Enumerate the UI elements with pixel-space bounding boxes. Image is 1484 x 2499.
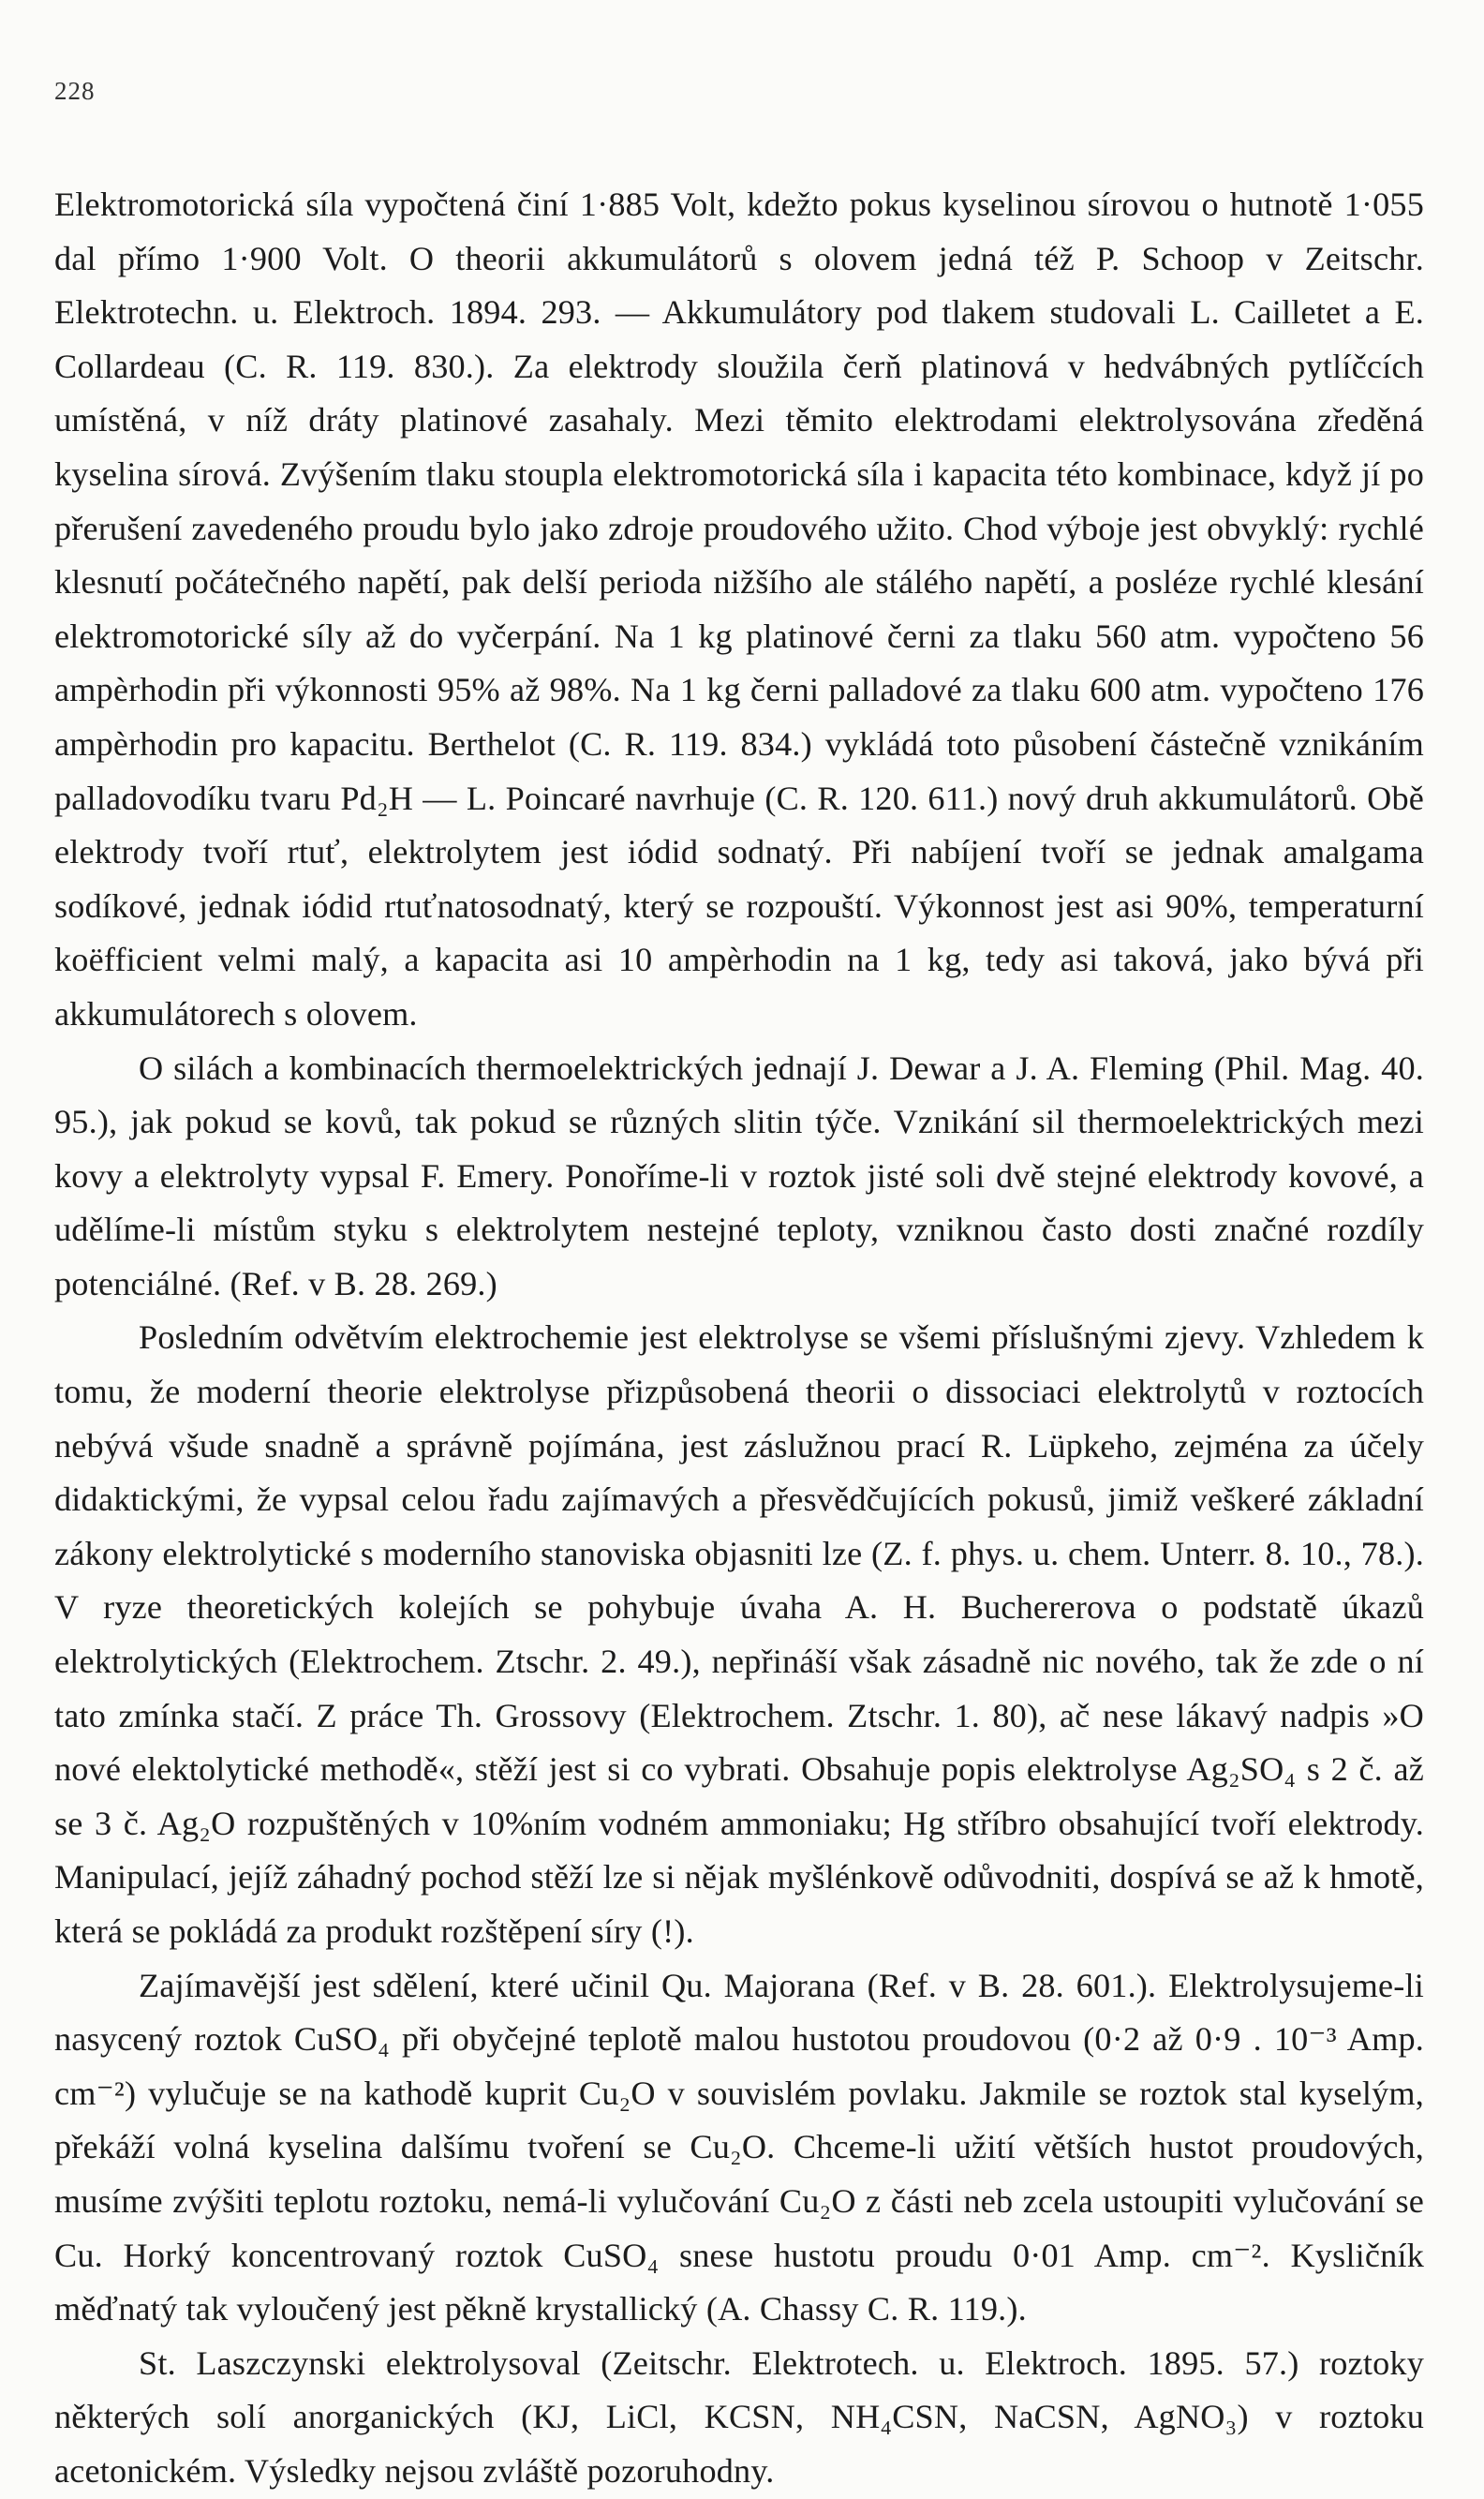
paragraph-laszczynski: St. Laszczynski elektrolysoval (Zeitschr. Elektrotech. u. Elektroch. 1895. 57.) roztoky některých solí anorganických (KJ, LiCl, KCSN, NH₄CSN, NaCSN, AgNO₃) v roztoku acetonickém. Výsledky nejsou zvláště pozoruhodny. <box>54 2343 1424 2490</box>
paragraph-majorana: Zajímavější jest sdělení, které učinil Qu. Majorana (Ref. v B. 28. 601.). Elektrolysujeme-li nasycený roztok CuSO₄ při obyčejné teplotě malou hustotou proudovou (0·2 až 0·9 . 10⁻³ Amp. cm⁻²) vylučuje se na kathodě kuprit Cu₂O v souvislém povlaku. Jakmile se roztok stal kyselým, překáží volná kyselina dalšímu tvoření se Cu₂O. Chceme-li užití větších hustot proudových, musíme zvýšiti teplotu roztoku, nemá-li vylučování Cu₂O z části neb zcela ustoupiti vylučování se Cu. Horký koncentrovaný roztok CuSO₄ snese hustotu proudu 0·01 Amp. cm⁻². Kysličník měďnatý tak vyloučený jest pěkně krystallický (A. Chassy C. R. 119.). <box>54 1966 1424 2328</box>
paragraph-electrolysis: Posledním odvětvím elektrochemie jest elektrolyse se všemi příslušnými zjevy. Vzhledem k tomu, že moderní theorie elektrolyse přizpůsobená theorii o dissociaci elektrolytů v roztocích nebývá všude snadně a správně pojímána, jest záslužnou prací R. Lüpkeho, zejména za účely didaktickými, že vypsal celou řadu zajímavých a přesvědčujících pokusů, jimiž veškeré základní zákony elektrolytické s moderního stanoviska objasniti lze (Z. f. phys. u. chem. Unterr. 8. 10., 78.). V ryze theoretických kolejích se pohybuje úvaha A. H. Buchererova o podstatě úkazů elektrolytických (Elektrochem. Ztschr. 2. 49.), nepřináší však zásadně nic nového, tak že zde o ní tato zmínka stačí. Z práce Th. Grossovy (Elektrochem. Ztschr. 1. 80), ač nese lákavý nadpis »O nové elektolytické methodě«, stěží jest si co vybrati. Obsahuje popis elektrolyse Ag₂SO₄ s 2 č. až se 3 č. Ag₂O rozpuštěných v 10%ním vodném ammoniaku; Hg stříbro obsahující tvoří elektrody. Manipulací, jejíž záhadný pochod stěží lze si nějak myšlénkově odůvodniti, dospívá se až k hmotě, která se pokládá za produkt rozštěpení síry (!). <box>54 1318 1424 1950</box>
page-number: 228 <box>54 77 96 105</box>
text-column <box>54 178 1424 2499</box>
paragraph-thermoelectric: O silách a kombinacích thermoelektrických jednají J. Dewar a J. A. Fleming (Phil. Mag. 40. 95.), jak pokud se kovů, tak pokud se různých slitin týče. Vznikání sil thermoelektrických mezi kovy a elektrolyty vypsal F. Emery. Ponoříme-li v roztok jisté soli dvě stejné elektrody kovové, a udělíme-li místům styku s elektrolytem nestejné teploty, vzniknou často dosti značné rozdíly potenciálné. (Ref. v B. 28. 269.) <box>54 1049 1424 1302</box>
paragraph-accumulators: Elektromotorická síla vypočtená činí 1·885 Volt, kdežto pokus kyselinou sírovou o hutnotě 1·055 dal přímo 1·900 Volt. O theorii akkumulátorů s olovem jedná též P. Schoop v Zeitschr. Elektrotechn. u. Elektroch. 1894. 293. — Akkumulátory pod tlakem studovali L. Cailletet a E. Collardeau (C. R. 119. 830.). Za elektrody sloužila čerň platinová v hedvábných pytlíčcích umístěná, v níž dráty platinové zasahaly. Mezi těmito elektrodami elektrolysována zředěná kyselina sírová. Zvýšením tlaku stoupla elektromotorická síla i kapacita této kombinace, když jí po přerušení zavedeného proudu bylo jako zdroje proudového užito. Chod výboje jest obvyklý: rychlé klesnutí počátečného napětí, pak delší perioda nižšího ale stálého napětí, a posléze rychlé klesání elektromotorické síly až do vyčerpání. Na 1 kg platinové černi za tlaku 560 atm. vypočteno 56 ampèrhodin při výkonnosti 95% až 98%. Na 1 kg černi palladové za tlaku 600 atm. vypočteno 176 ampèrhodin pro kapacitu. Berthelot (C. R. 119. 834.) vykládá toto působení částečně vznikáním palladovodíku tvaru Pd₂H — L. Poincaré navrhuje (C. R. 120. 611.) nový druh akkumulátorů. Obě elektrody tvoří rtuť, elektrolytem jest iódid sodnatý. Při nabíjení tvoří se jednak amalgama sodíkové, jednak iódid rtuťnatosodnatý, který se rozpouští. Výkonnost jest asi 90%, temperaturní koëfficient velmi malý, a kapacita asi 10 ampèrhodin na 1 kg, tedy asi taková, jako bývá při akkumulátorech s olovem. <box>54 186 1424 1033</box>
